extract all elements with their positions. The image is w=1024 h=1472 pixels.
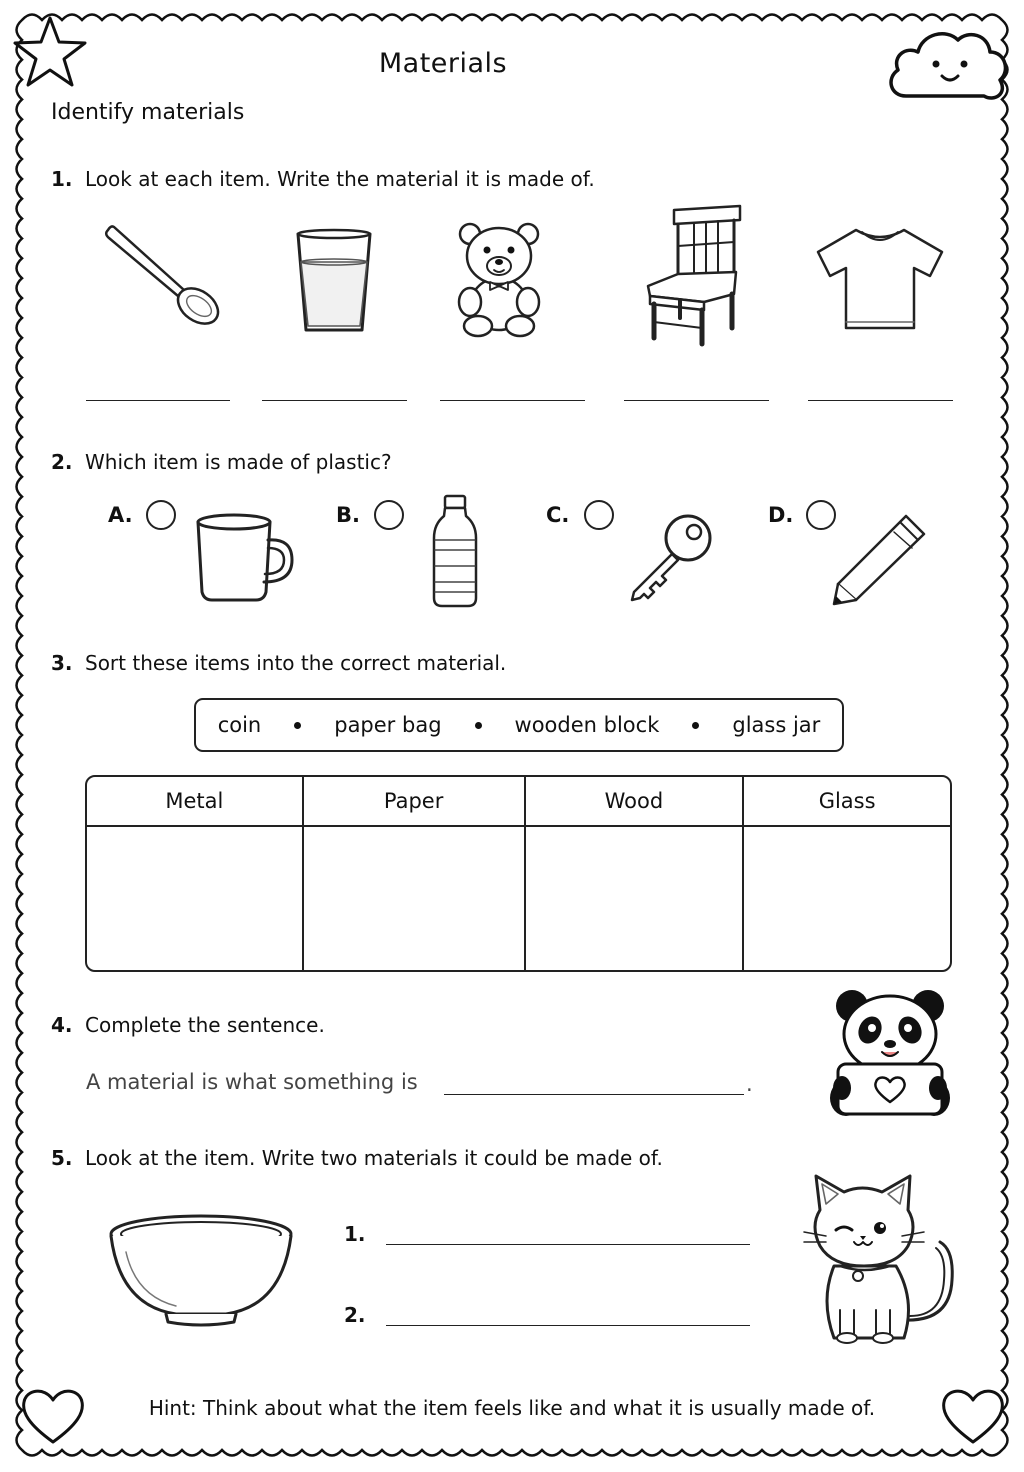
cat-icon <box>800 1170 966 1346</box>
question-text: Look at the item. Write two materials it could be made of. <box>85 1146 663 1170</box>
answer-number: 1. <box>344 1222 366 1246</box>
question-number: 1. <box>51 167 73 191</box>
question-number: 3. <box>51 651 73 675</box>
option-b-label: B. <box>336 503 360 527</box>
question-number: 4. <box>51 1013 73 1037</box>
teddy-bear-icon <box>450 218 548 338</box>
question-1 <box>51 167 595 191</box>
key-icon <box>626 512 716 604</box>
column-header-metal: Metal <box>87 777 304 827</box>
material-answer-line-2[interactable] <box>386 1325 750 1326</box>
answer-line-teddy-bear[interactable] <box>440 400 585 401</box>
word-bank-item: coin <box>217 713 262 737</box>
sort-cell-glass[interactable] <box>744 827 950 970</box>
option-c-label: C. <box>546 503 570 527</box>
answer-line-spoon[interactable] <box>86 400 230 401</box>
word-bank-item: wooden block <box>514 713 660 737</box>
bullet-icon <box>692 722 699 729</box>
option-b-radio[interactable] <box>374 500 404 530</box>
cloud-icon <box>884 22 1012 106</box>
question-5 <box>51 1146 663 1170</box>
question-number: 5. <box>51 1146 73 1170</box>
option-a-radio[interactable] <box>146 500 176 530</box>
sentence-prompt: A material is what something is <box>86 1070 418 1094</box>
sort-cell-metal[interactable] <box>87 827 304 970</box>
sort-cell-wood[interactable] <box>526 827 745 970</box>
column-header-glass: Glass <box>744 777 950 827</box>
page-title: Materials <box>378 48 508 79</box>
t-shirt-icon <box>812 226 948 332</box>
glass-icon <box>294 228 374 336</box>
question-text: Look at each item. Write the material it is made of. <box>85 167 595 191</box>
material-answer-line-1[interactable] <box>386 1244 750 1245</box>
option-c-radio[interactable] <box>584 500 614 530</box>
bowl-icon <box>106 1212 296 1328</box>
question-text: Complete the sentence. <box>85 1013 325 1037</box>
answer-line-t-shirt[interactable] <box>808 400 953 401</box>
plastic-bottle-icon <box>430 494 480 610</box>
answer-number: 2. <box>344 1303 366 1327</box>
answer-line-chair[interactable] <box>624 400 769 401</box>
bullet-icon <box>475 722 482 729</box>
column-header-wood: Wood <box>526 777 745 827</box>
hint-text: Hint: Think about what the item feels like and what it is usually made of. <box>148 1396 876 1420</box>
bullet-icon <box>294 722 301 729</box>
word-bank <box>194 698 844 752</box>
question-2 <box>51 450 392 474</box>
question-text: Which item is made of plastic? <box>85 450 392 474</box>
question-number: 2. <box>51 450 73 474</box>
sentence-period: . <box>746 1072 753 1096</box>
spoon-icon <box>100 222 224 328</box>
option-a-label: A. <box>108 503 133 527</box>
sorting-table <box>85 775 952 972</box>
panda-icon <box>828 988 952 1122</box>
question-3 <box>51 651 506 675</box>
answer-line-glass[interactable] <box>262 400 407 401</box>
option-d-label: D. <box>768 503 794 527</box>
question-4 <box>51 1013 325 1037</box>
sentence-answer-line[interactable] <box>444 1094 744 1095</box>
pencil-icon <box>832 512 928 606</box>
sort-cell-paper[interactable] <box>304 827 526 970</box>
word-bank-item: glass jar <box>732 713 821 737</box>
page-subtitle: Identify materials <box>51 100 245 125</box>
word-bank-item: paper bag <box>334 713 442 737</box>
column-header-paper: Paper <box>304 777 526 827</box>
mug-icon <box>194 512 298 604</box>
chair-icon <box>644 202 744 348</box>
question-text: Sort these items into the correct material. <box>85 651 507 675</box>
